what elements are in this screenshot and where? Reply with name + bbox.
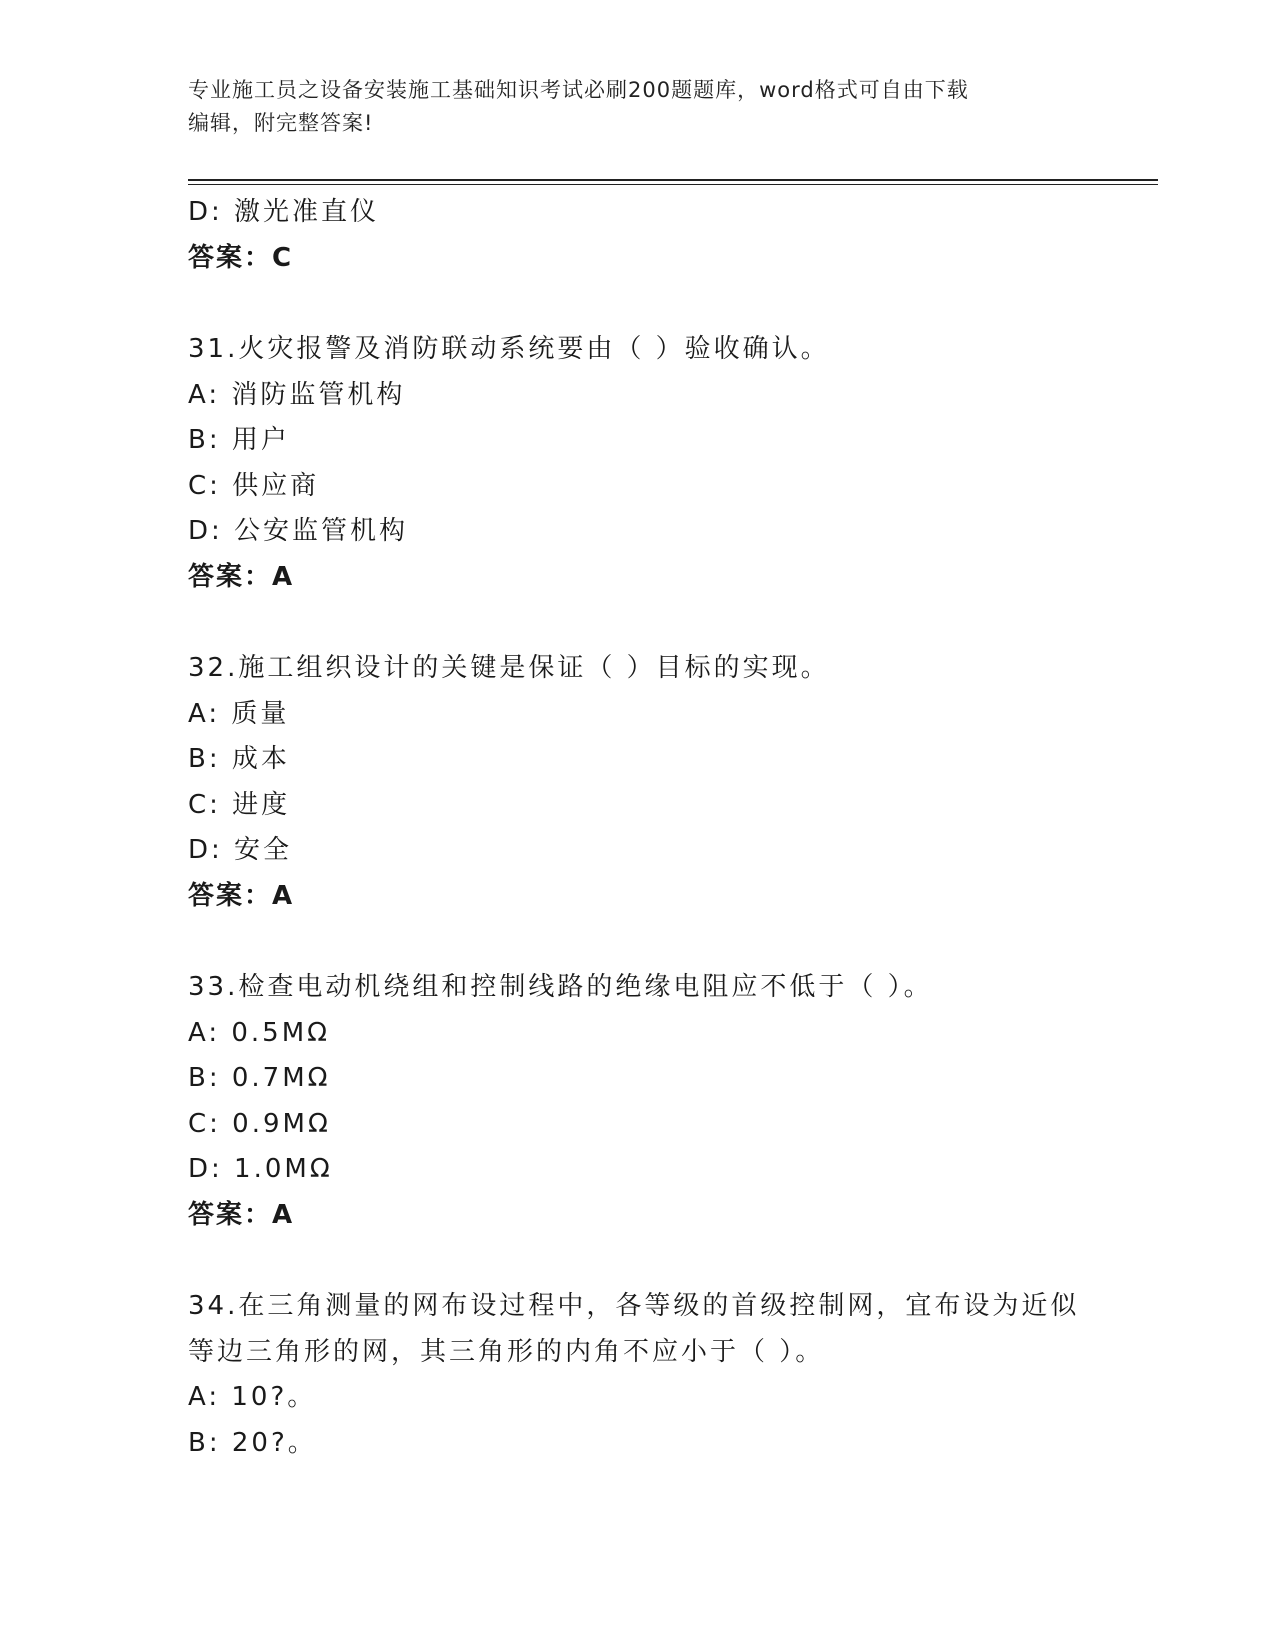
option-a: A: 消防监管机构	[188, 379, 406, 410]
option-a: A: 0.5MΩ	[188, 1017, 331, 1048]
option-a: A: 质量	[188, 698, 290, 729]
option-d: D: 1.0MΩ	[188, 1154, 333, 1184]
spacer	[188, 281, 1158, 327]
spacer	[188, 600, 1158, 646]
question-stem-line-1: 34.在三角测量的网布设过程中，各等级的首级控制网，宜布设为近似	[188, 1291, 1080, 1321]
header-line-2: 编辑，附完整答案!	[188, 111, 374, 135]
option-c: C: 供应商	[188, 470, 320, 501]
header-divider-thin	[188, 184, 1158, 185]
option-d: D: 公安监管机构	[188, 516, 409, 546]
spacer	[188, 1238, 1158, 1284]
question-34	[188, 1284, 1158, 1466]
spacer	[188, 919, 1158, 965]
option-d: D: 激光准直仪	[188, 197, 380, 227]
question-stem: 33.检查电动机绕组和控制线路的绝缘电阻应不低于（ ）。	[188, 972, 933, 1002]
answer-line: 答案：A	[188, 561, 295, 592]
option-c: C: 进度	[188, 789, 291, 820]
header-divider-thick	[188, 179, 1158, 181]
option-b: B: 用户	[188, 425, 290, 455]
question-content	[188, 190, 1158, 1466]
answer-line: 答案：A	[188, 880, 295, 911]
question-stem: 32.施工组织设计的关键是保证（ ）目标的实现。	[188, 653, 830, 683]
answer-line: 答案：C	[188, 242, 294, 273]
option-b: B: 20?。	[188, 1427, 317, 1458]
header-line-1: 专业施工员之设备安装施工基础知识考试必刷200题题库，word格式可自由下载	[188, 78, 969, 102]
question-32	[188, 646, 1158, 919]
question-31	[188, 327, 1158, 600]
option-b: B: 0.7MΩ	[188, 1063, 331, 1093]
option-a: A: 10?。	[188, 1382, 317, 1412]
answer-line: 答案：A	[188, 1199, 295, 1230]
option-b: B: 成本	[188, 744, 290, 774]
question-stem: 31.火灾报警及消防联动系统要由（ ）验收确认。	[188, 334, 830, 364]
document-header	[188, 74, 1088, 140]
question-stem-line-2: 等边三角形的网，其三角形的内角不应小于（ ）。	[188, 1336, 825, 1367]
option-d: D: 安全	[188, 835, 293, 865]
option-c: C: 0.9MΩ	[188, 1108, 331, 1139]
question-33	[188, 965, 1158, 1238]
